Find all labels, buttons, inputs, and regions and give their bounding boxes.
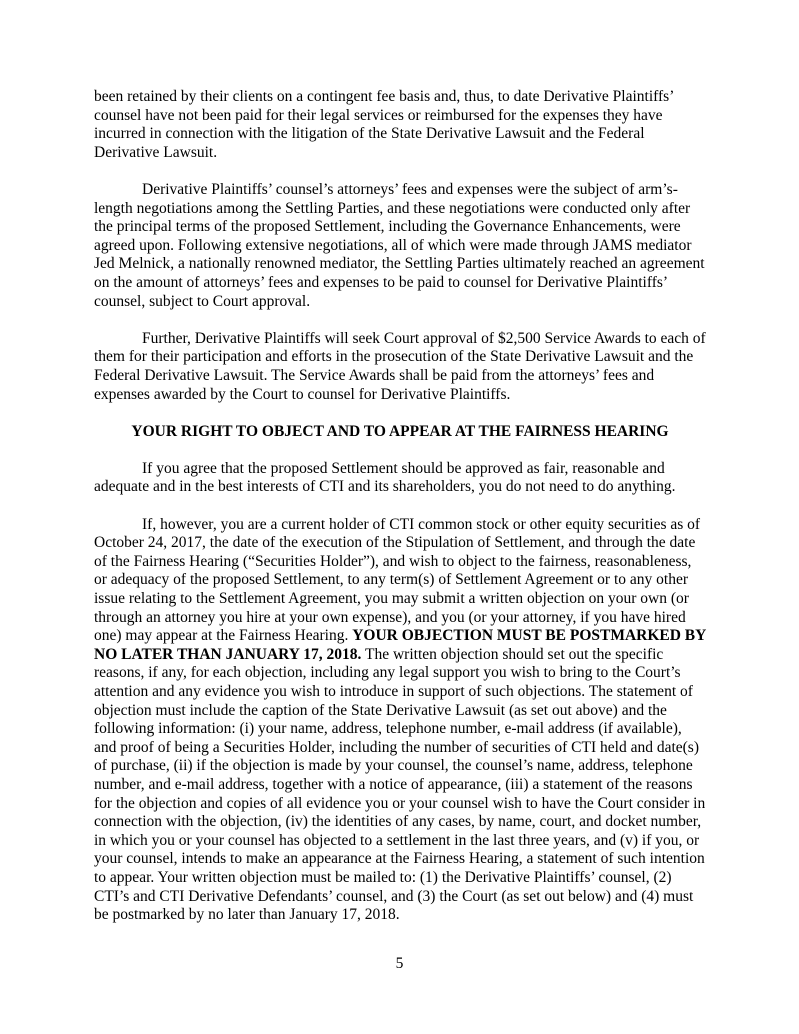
paragraph-counsel-fees-continuation: been retained by their clients on a contingent fee basis and, thus, to date Derivative Plaintiffs’ counsel have not been paid for their legal services or reimbursed for the expenses they have incurred in connection with the litigation of the State Derivative Lawsuit and the Federal Derivative Lawsuit. <box>94 88 674 161</box>
paragraph-agree-settlement: If you agree that the proposed Settlement should be approved as fair, reasonable and adequate and in the best interests of CTI and its shareholders, you do not need to do anything. <box>94 459 676 496</box>
paragraph-objection-instructions <box>94 516 706 925</box>
page-number: 5 <box>395 955 404 972</box>
document-body <box>94 88 706 943</box>
objection-text-before-deadline: If, however, you are a current holder of CTI common stock or other equity securities as of October 24, 2017, the date of the execution of the Stipulation of Settlement, and through the date of the Fairness Hearing (“Securities Holder”), and wish to object to the fairness, reasonableness, or adequacy of the proposed Settlement, to any term(s) of Settlement Agreement or to any other issue relating to the Settlement Agreement, you may submit a written objection on your own (or through an attorney you hire at your own expense), and you (or your attorney, if you have hired one) may appear at the Fairness Hearing. <box>94 515 701 645</box>
objection-deadline-notice: YOUR OBJECTION MUST BE POSTMARKED BY NO LATER THAN JANUARY 17, 2018. <box>94 627 706 663</box>
objection-text-after-deadline: The written objection should set out the specific reasons, if any, for each objection, including any legal support you wish to bring to the Court’s attention and any evidence you wish to introduce in support of such objections. The statement of objection must include the caption of the State Derivative Lawsuit (as set out above) and the following information: (i) your name, address, telephone number, e-mail address (if available), and proof of being a Securities Holder, including the number of securities of CTI held and date(s) of purchase, (ii) if the objection is made by your counsel, the counsel’s name, address, telephone number, and e-mail address, together with a notice of appearance, (iii) a statement of the reasons for the objection and copies of all evidence you or your counsel wish to have the Court consider in connection with the objection, (iv) the identities of any cases, by name, court, and docket number, in which you or your counsel has objected to a settlement in the last three years, and (v) if you, or your counsel, intends to make an appearance at the Fairness Hearing, a statement of such intention to appear. Your written objection must be mailed to: (1) the Derivative Plaintiffs’ counsel, (2) CTI’s and CTI Derivative Defendants’ counsel, and (3) the Court (as set out below) and (4) must be postmarked by no later than January 17, 2018. <box>94 645 706 924</box>
paragraph-service-awards: Further, Derivative Plaintiffs will seek Court approval of $2,500 Service Awards to each of them for their participation and efforts in the prosecution of the State Derivative Lawsuit and the Federal Derivative Lawsuit. The Service Awards shall be paid from the attorneys’ fees and expenses awarded by the Court to counsel for Derivative Plaintiffs. <box>94 329 706 403</box>
paragraph-fee-negotiations: Derivative Plaintiffs’ counsel’s attorneys’ fees and expenses were the subject of arm’s-length negotiations among the Settling Parties, and these negotiations were conducted only after the principal terms of the proposed Settlement, including the Governance Enhancements, were agreed upon. Following extensive negotiations, all of which were made through JAMS mediator Jed Melnick, a nationally renowned mediator, the Settling Parties ultimately reached an agreement on the amount of attorneys’ fees and expenses to be paid to counsel for Derivative Plaintiffs’ counsel, subject to Court approval. <box>94 180 705 310</box>
section-heading-right-to-object: YOUR RIGHT TO OBJECT AND TO APPEAR AT THE FAIRNESS HEARING <box>131 422 669 440</box>
